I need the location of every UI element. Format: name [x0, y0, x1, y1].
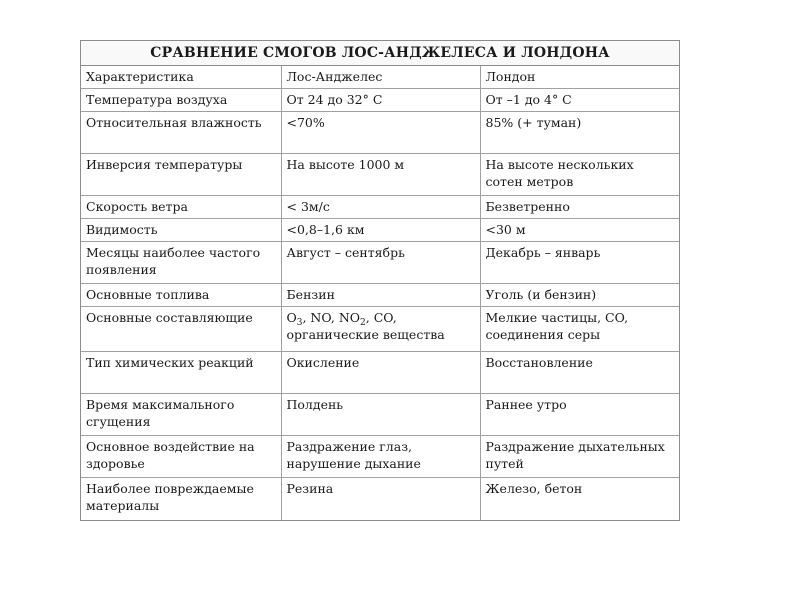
- los-angeles-cell: < 3м/с: [281, 196, 480, 219]
- london-cell: Железо, бетон: [480, 478, 679, 520]
- header-characteristic: Характеристика: [81, 66, 281, 89]
- los-angeles-cell: Полдень: [281, 394, 480, 436]
- table-title: СРАВНЕНИЕ СМОГОВ ЛОС-АНДЖЕЛЕСА И ЛОНДОНА: [81, 41, 679, 66]
- london-cell: Раннее утро: [480, 394, 679, 436]
- los-angeles-cell: От 24 до 32° С: [281, 89, 480, 112]
- row-label: Относительная влажность: [81, 112, 281, 154]
- london-cell: Безветренно: [480, 196, 679, 219]
- los-angeles-cell: Резина: [281, 478, 480, 520]
- table-row: [81, 284, 679, 307]
- table-row: [81, 242, 679, 284]
- los-angeles-cell: <0,8–1,6 км: [281, 219, 480, 242]
- table-row: [81, 394, 679, 436]
- los-angeles-cell: $O_3$, NO, $NO_2$, CO, органические вещества: [281, 307, 480, 352]
- row-label: Основные составляющие: [81, 307, 281, 352]
- table-row: [81, 112, 679, 154]
- table-row: [81, 89, 679, 112]
- table-row: [81, 219, 679, 242]
- header-row: [81, 66, 679, 89]
- london-cell: Мелкие частицы, CO, соединения серы: [480, 307, 679, 352]
- row-label: Время максимального сгущения: [81, 394, 281, 436]
- row-label: Месяцы наиболее частого появления: [81, 242, 281, 284]
- london-cell: <30 м: [480, 219, 679, 242]
- los-angeles-cell: Окисление: [281, 352, 480, 394]
- table-row: [81, 196, 679, 219]
- london-cell: 85% (+ туман): [480, 112, 679, 154]
- row-label: Видимость: [81, 219, 281, 242]
- row-label: Основное воздействие на здоровье: [81, 436, 281, 478]
- table-row: [81, 352, 679, 394]
- header-london: Лондон: [480, 66, 679, 89]
- london-cell: На высоте нескольких сотен метров: [480, 154, 679, 196]
- row-label: Основные топлива: [81, 284, 281, 307]
- header-los-angeles: Лос-Анджелес: [281, 66, 480, 89]
- row-label: Инверсия температуры: [81, 154, 281, 196]
- london-cell: Раздражение дыхательных путей: [480, 436, 679, 478]
- table-row: [81, 478, 679, 520]
- table-row: [81, 436, 679, 478]
- london-cell: Декабрь – январь: [480, 242, 679, 284]
- london-cell: От –1 до 4° С: [480, 89, 679, 112]
- table-row: [81, 154, 679, 196]
- los-angeles-cell: Август – сентябрь: [281, 242, 480, 284]
- row-label: Скорость ветра: [81, 196, 281, 219]
- london-cell: Уголь (и бензин): [480, 284, 679, 307]
- row-label: Температура воздуха: [81, 89, 281, 112]
- los-angeles-cell: <70%: [281, 112, 480, 154]
- comparison-table: [81, 66, 679, 520]
- london-cell: Восстановление: [480, 352, 679, 394]
- comparison-table-frame: [80, 40, 680, 521]
- row-label: Тип химических реакций: [81, 352, 281, 394]
- row-label: Наиболее повреждаемые материалы: [81, 478, 281, 520]
- los-angeles-cell: Бензин: [281, 284, 480, 307]
- table-row: [81, 307, 679, 352]
- los-angeles-cell: На высоте 1000 м: [281, 154, 480, 196]
- los-angeles-cell: Раздражение глаз, нарушение дыхание: [281, 436, 480, 478]
